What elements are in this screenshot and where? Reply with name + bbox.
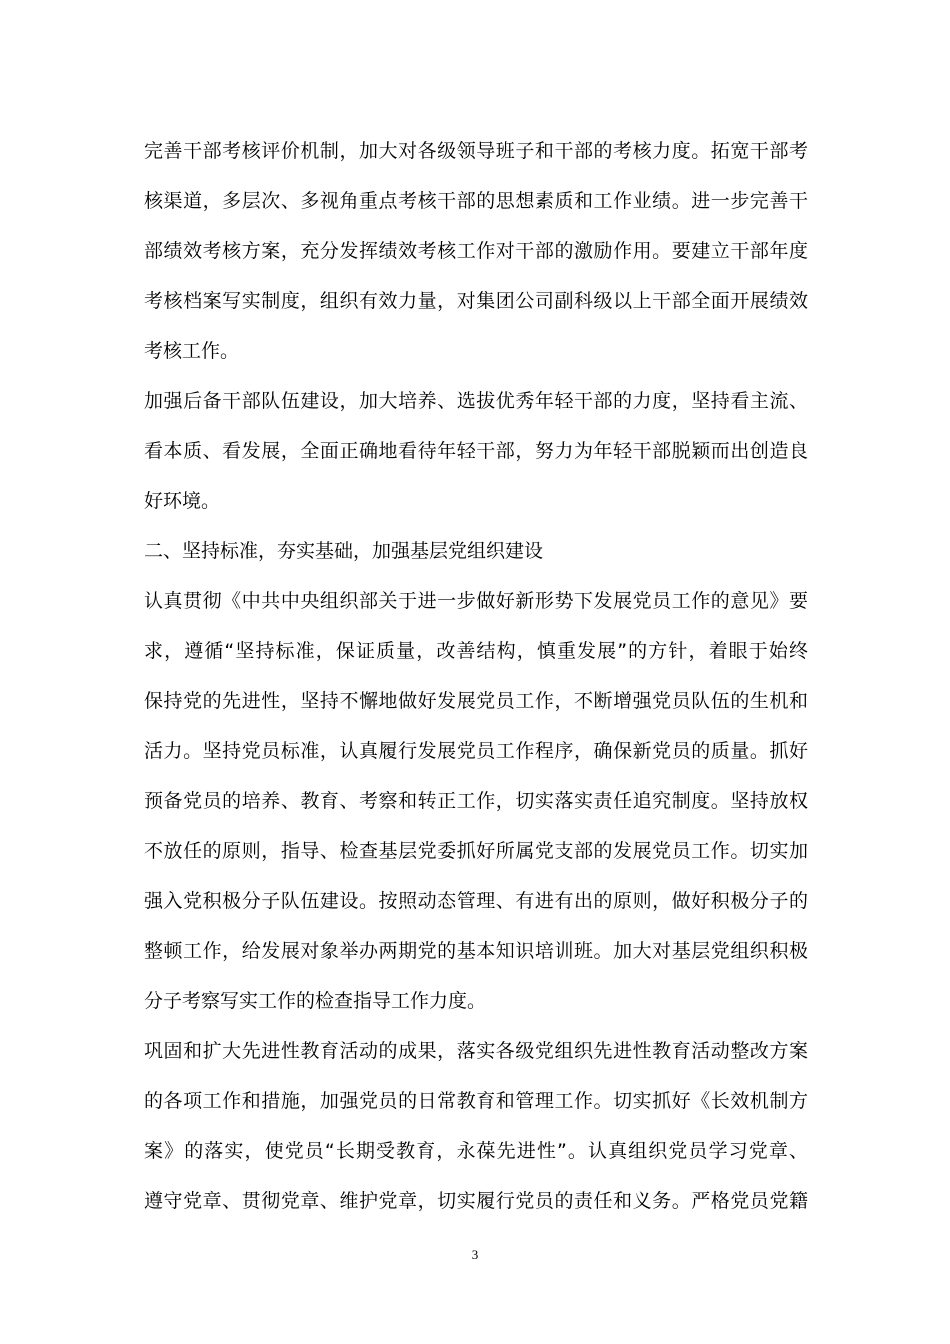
text-line: 考核档案写实制度，组织有效力量，对集团公司副科级以上干部全面开展绩效 (144, 290, 808, 312)
text-line: 巩固和扩大先进性教育活动的成果，落实各级党组织先进性教育活动整改方案 (144, 1040, 808, 1062)
text-line: 保持党的先进性，坚持不懈地做好发展党员工作，不断增强党员队伍的生机和 (144, 690, 808, 712)
text-line: 求，遵循“坚持标准，保证质量，改善结构，慎重发展”的方针，着眼于始终 (144, 640, 808, 662)
document-body (144, 126, 808, 1226)
text-line: 遵守党章、贯彻党章、维护党章，切实履行党员的责任和义务。严格党员党籍 (144, 1190, 808, 1212)
text-line: 案》的落实，使党员“长期受教育，永葆先进性”。认真组织党员学习党章、 (144, 1140, 808, 1162)
text-line: 认真贯彻《中共中央组织部关于进一步做好新形势下发展党员工作的意见》要 (144, 590, 808, 612)
section-heading (144, 526, 808, 576)
section-heading-text: 二、坚持标准，夯实基础，加强基层党组织建设 (144, 540, 544, 562)
paragraph-reserve-cadres (144, 376, 808, 526)
text-line: 加强后备干部队伍建设，加大培养、选拔优秀年轻干部的力度，坚持看主流、 (144, 390, 808, 412)
text-line: 整顿工作，给发展对象举办两期党的基本知识培训班。加大对基层党组织积极 (144, 940, 808, 962)
text-line: 预备党员的培养、教育、考察和转正工作，切实落实责任追究制度。坚持放权 (144, 790, 808, 812)
text-line: 活力。坚持党员标准，认真履行发展党员工作程序，确保新党员的质量。抓好 (144, 740, 808, 762)
page-number: 3 (471, 1247, 479, 1262)
text-line: 分子考察写实工作的检查指导工作力度。 (144, 990, 487, 1012)
text-line: 部绩效考核方案，充分发挥绩效考核工作对干部的激励作用。要建立干部年度 (144, 240, 808, 262)
paragraph-party-member-development (144, 576, 808, 1026)
text-line: 的各项工作和措施，加强党员的日常教育和管理工作。切实抓好《长效机制方 (144, 1090, 808, 1112)
text-line: 强入党积极分子队伍建设。按照动态管理、有进有出的原则，做好积极分子的 (144, 890, 808, 912)
paragraph-cadre-assessment (144, 126, 808, 376)
text-line: 好环境。 (144, 490, 221, 512)
paragraph-advanced-education (144, 1026, 808, 1226)
text-line: 看本质、看发展，全面正确地看待年轻干部，努力为年轻干部脱颖而出创造良 (144, 440, 808, 462)
text-line: 考核工作。 (144, 340, 240, 362)
text-line: 不放任的原则，指导、检查基层党委抓好所属党支部的发展党员工作。切实加 (144, 840, 808, 862)
text-line: 完善干部考核评价机制，加大对各级领导班子和干部的考核力度。拓宽干部考 (144, 140, 808, 162)
text-line: 核渠道，多层次、多视角重点考核干部的思想素质和工作业绩。进一步完善干 (144, 190, 808, 212)
